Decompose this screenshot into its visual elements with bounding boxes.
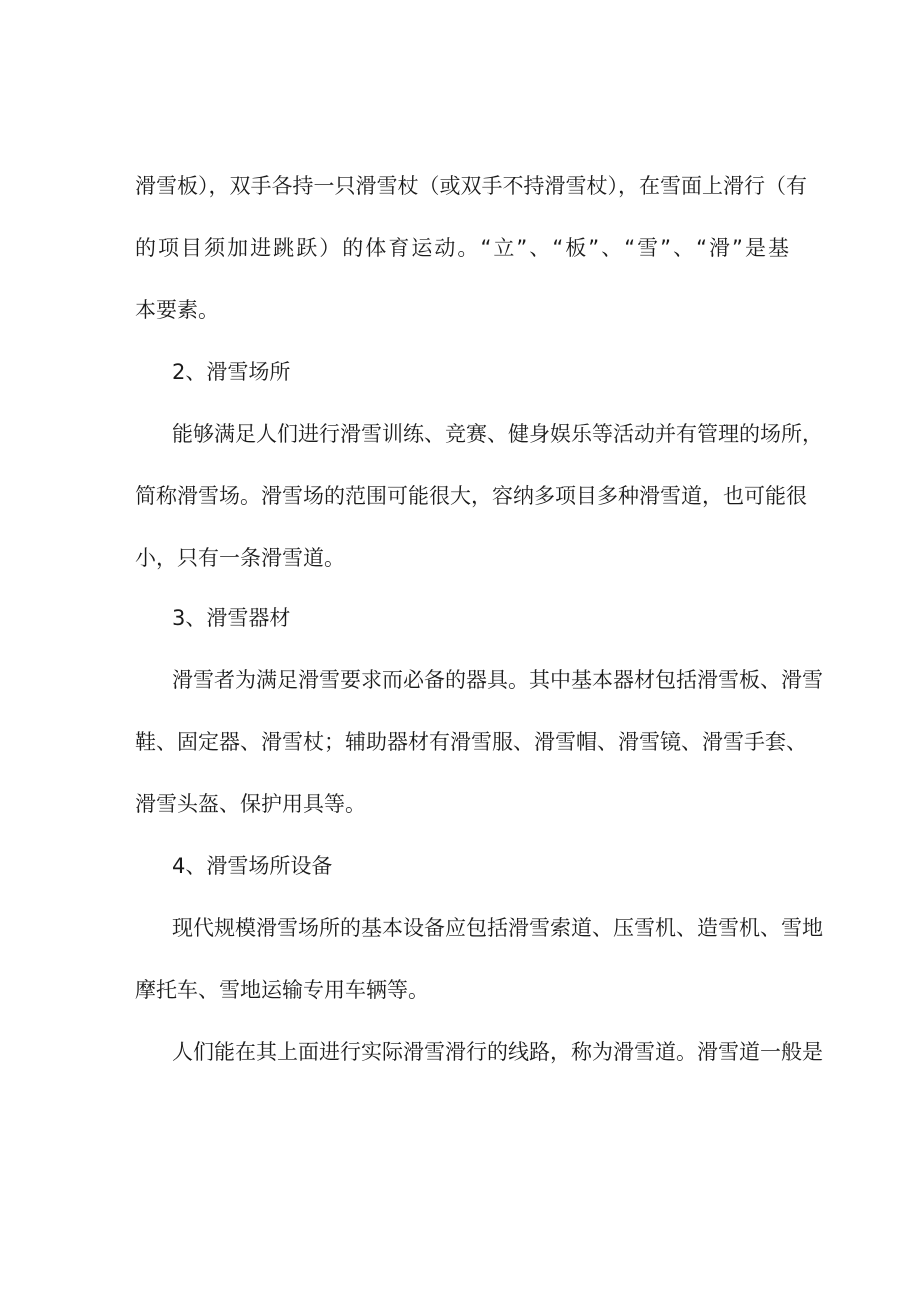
paragraph-line: 滑雪板），双手各持一只滑雪杖（或双手不持滑雪杖），在雪面上滑行（有 (135, 174, 807, 198)
paragraph-line: 鞋、固定器、滑雪杖；辅助器材有滑雪服、滑雪帽、滑雪镜、滑雪手套、 (135, 730, 807, 754)
paragraph-line: 现代规模滑雪场所的基本设备应包括滑雪索道、压雪机、造雪机、雪地 (172, 916, 823, 940)
paragraph-line: 能够满足人们进行滑雪训练、竞赛、健身娱乐等活动并有管理的场所， (172, 422, 823, 446)
paragraph-line: 滑雪头盔、保护用具等。 (135, 792, 366, 816)
paragraph-line: 简称滑雪场。滑雪场的范围可能很大，容纳多项目多种滑雪道，也可能很 (135, 484, 807, 508)
paragraph-line: 滑雪者为满足滑雪要求而必备的器具。其中基本器材包括滑雪板、滑雪 (172, 668, 823, 692)
paragraph-line: 的项目须加进跳跃）的体育运动。“立”、“板”、“雪”、“滑”是基 (135, 236, 789, 260)
section-heading: 2、滑雪场所 (172, 360, 291, 384)
section-heading: 4、滑雪场所设备 (172, 854, 333, 878)
paragraph-line: 本要素。 (135, 298, 219, 322)
paragraph-line: 摩托车、雪地运输专用车辆等。 (135, 978, 429, 1002)
paragraph-line: 小，只有一条滑雪道。 (135, 546, 345, 570)
section-heading: 3、滑雪器材 (172, 606, 291, 630)
paragraph-line: 人们能在其上面进行实际滑雪滑行的线路，称为滑雪道。滑雪道一般是 (172, 1040, 823, 1064)
